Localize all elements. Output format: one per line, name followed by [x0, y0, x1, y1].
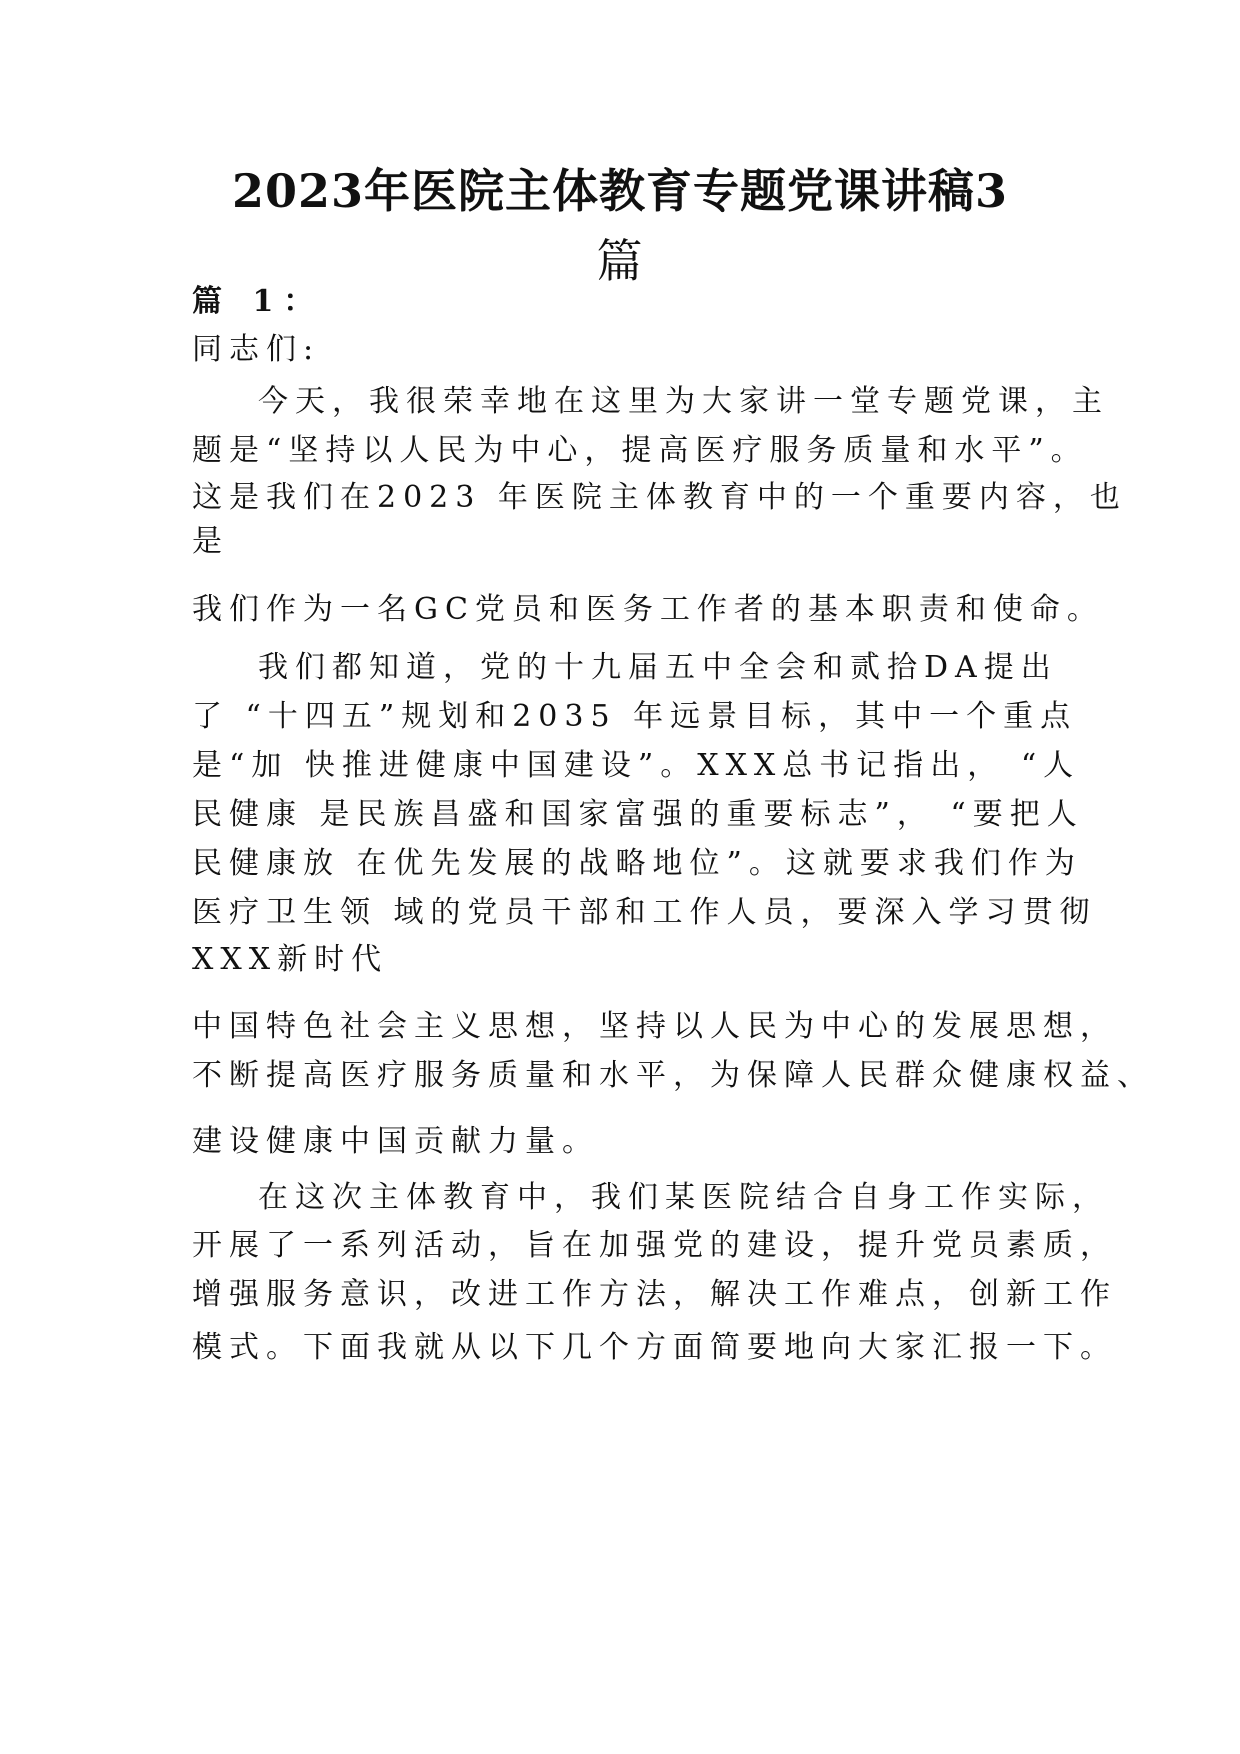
- paragraph-line: 这是我们在2023 年医院主体教育中的一个重要内容，也: [192, 480, 1127, 515]
- paragraph-line: 民健康 是民族昌盛和国家富强的重要标志”， “要把人: [192, 797, 1084, 832]
- paragraph-line: 建设健康中国贡献力量。: [192, 1124, 599, 1159]
- paragraph-line: 不断提高医疗服务质量和水平，为保障人民群众健康权益、: [192, 1058, 1154, 1093]
- paragraph-line: XXX新时代: [192, 942, 389, 977]
- paragraph-line: 医疗卫生领 域的党员干部和工作人员，要深入学习贯彻: [192, 895, 1097, 930]
- paragraph-line: 了 “十四五”规划和2035 年远景目标，其中一个重点: [192, 699, 1078, 734]
- salutation: 同志们:: [192, 332, 321, 367]
- paragraph-line: 模式。下面我就从以下几个方面简要地向大家汇报一下。: [192, 1330, 1117, 1365]
- document-title-line-2: 篇: [596, 234, 644, 288]
- paragraph-line: 是: [192, 524, 229, 559]
- paragraph-line: 题是“坚持以人民为中心，提高医疗服务质量和水平”。: [192, 433, 1088, 468]
- paragraph-line: 在这次主体教育中，我们某医院结合自身工作实际，: [258, 1180, 1109, 1215]
- paragraph-line: 开展了一系列活动，旨在加强党的建设，提升党员素质，: [192, 1228, 1117, 1263]
- paragraph-line: 民健康放 在优先发展的战略地位”。这就要求我们作为: [192, 846, 1082, 881]
- section-heading: 篇 1：: [192, 284, 324, 319]
- paragraph-line: 是“加 快推进健康中国建设”。XXX总书记指出， “人: [192, 748, 1081, 783]
- paragraph-line: 今天，我很荣幸地在这里为大家讲一堂专题党课，主: [258, 384, 1109, 419]
- paragraph-line: 增强服务意识，改进工作方法，解决工作难点，创新工作: [192, 1277, 1117, 1312]
- paragraph-line: 我们都知道，党的十九届五中全会和贰拾DA提出: [258, 650, 1058, 685]
- paragraph-line: 我们作为一名GC党员和医务工作者的基本职责和使命。: [192, 592, 1104, 627]
- document-title-line-1: 2023年医院主体教育专题党课讲稿3: [231, 164, 1009, 218]
- paragraph-line: 中国特色社会主义思想，坚持以人民为中心的发展思想，: [192, 1009, 1117, 1044]
